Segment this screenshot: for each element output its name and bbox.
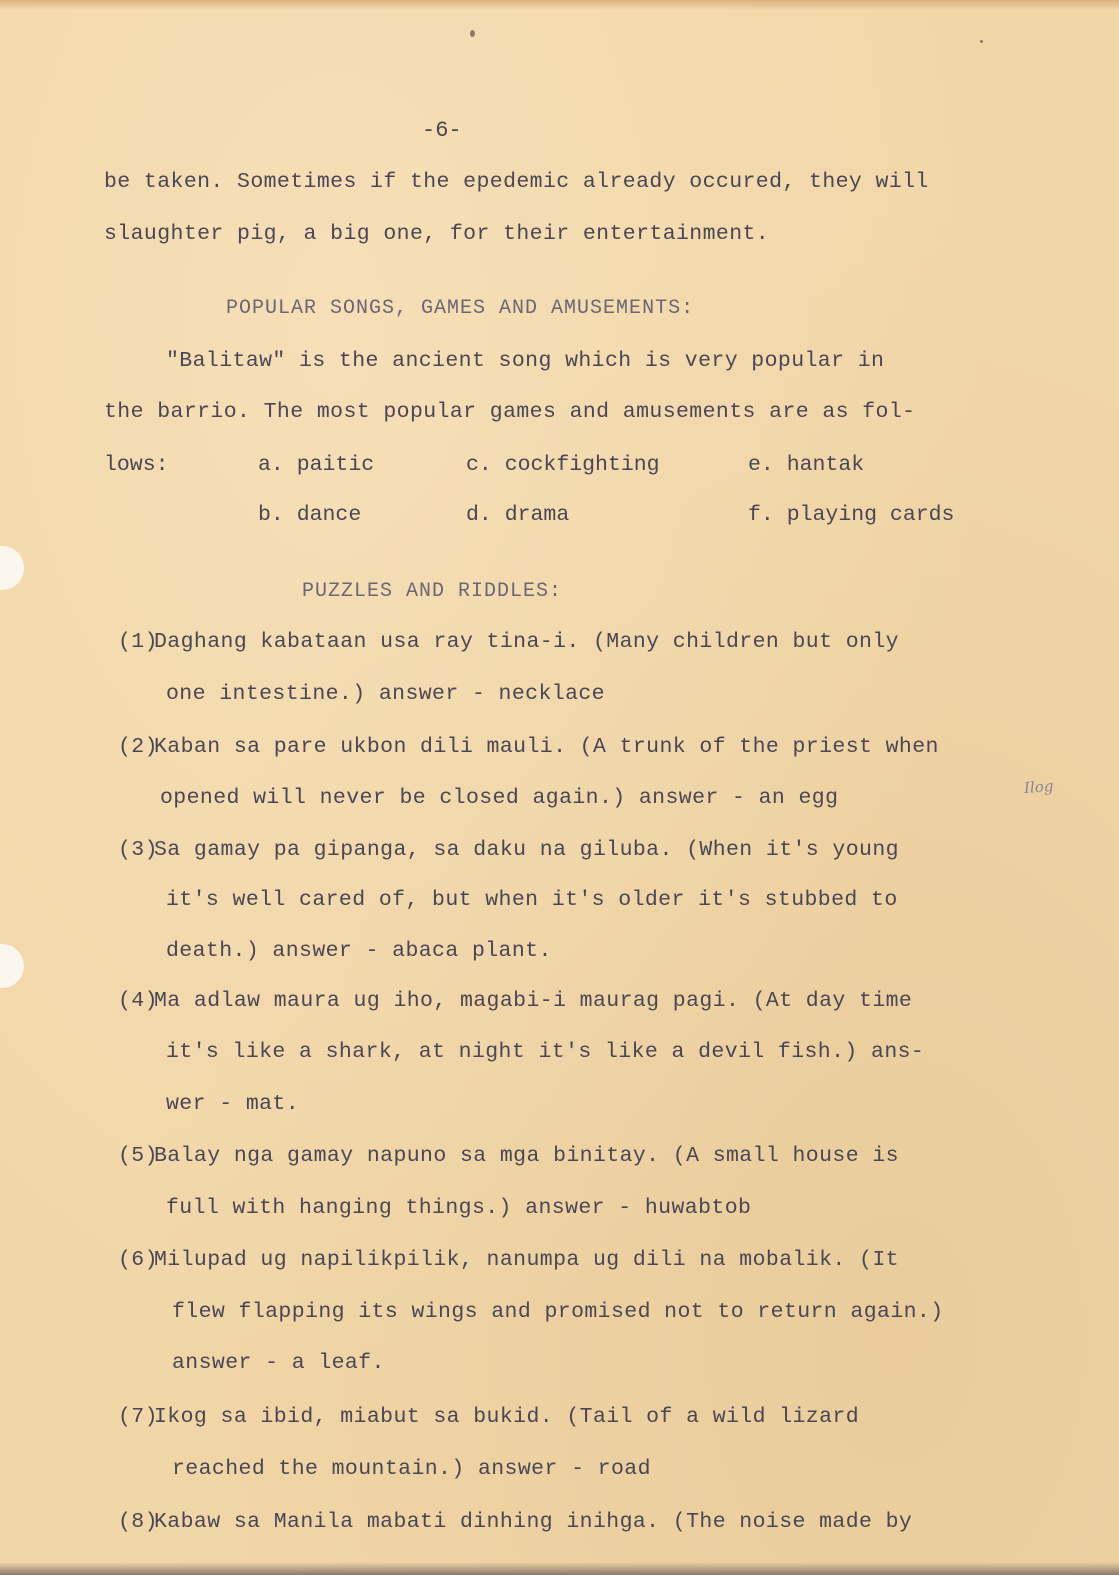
riddle-5-line-2: full with hanging things.) answer - huwabtob <box>166 1196 752 1220</box>
paper-speck <box>980 40 983 43</box>
riddle-5-line-1: (5)Balay nga gamay napuno sa mga binitay. (A small house is <box>118 1144 899 1168</box>
margin-note-handwritten: Ilog <box>1023 776 1054 798</box>
page-edge-bottom <box>0 1562 1119 1575</box>
riddle-3-line-3: death.) answer - abaca plant. <box>166 939 552 963</box>
riddle-7-line-1: (7)Ikog sa ibid, miabut sa bukid. (Tail of a wild lizard <box>118 1405 860 1429</box>
game-b: b. dance <box>258 503 362 527</box>
riddle-4-line-3: wer - mat. <box>166 1092 300 1116</box>
riddle-3-line-1: (3)Sa gamay pa gipanga, sa daku na giluba. (When it's young <box>118 838 899 862</box>
page-edge-top <box>0 0 1119 10</box>
riddle-8-line-1: (8)Kabaw sa Manila mabati dinhing inihga. (The noise made by <box>118 1510 913 1534</box>
game-d: d. drama <box>466 503 570 527</box>
riddle-2-line-1: (2)Kaban sa pare ukbon dili mauli. (A trunk of the priest when <box>118 735 939 759</box>
lows-label: lows: <box>104 453 169 477</box>
riddle-6-line-3: answer - a leaf. <box>172 1351 385 1375</box>
riddle-4-line-2: it's like a shark, at night it's like a devil fish.) ans- <box>166 1040 925 1064</box>
game-a: a. paitic <box>258 453 375 477</box>
game-c: c. cockfighting <box>466 453 660 477</box>
riddle-3-line-2: it's well cared of, but when it's older it's stubbed to <box>166 888 898 912</box>
riddle-7-line-2: reached the mountain.) answer - road <box>172 1457 651 1481</box>
songs-line-1: "Balitaw" is the ancient song which is very popular in <box>166 349 885 373</box>
riddle-4-line-1: (4)Ma adlaw maura ug iho, magabi-i maurag pagi. (At day time <box>118 989 913 1013</box>
punch-hole-top <box>0 546 24 590</box>
riddle-6-line-2: flew flapping its wings and promised not to return again.) <box>172 1300 944 1324</box>
songs-heading: POPULAR SONGS, GAMES AND AMUSEMENTS: <box>226 297 695 320</box>
game-f: f. playing cards <box>748 503 955 527</box>
intro-line-2: slaughter pig, a big one, for their entertainment. <box>104 222 770 246</box>
riddle-2-line-2: opened will never be closed again.) answer - an egg <box>160 786 839 810</box>
intro-line-1: be taken. Sometimes if the epedemic already occured, they will <box>104 170 929 194</box>
riddle-1-line-1: (1)Daghang kabataan usa ray tina-i. (Many children but only <box>118 630 899 654</box>
page-number: -6- <box>422 118 462 143</box>
riddle-6-line-1: (6)Milupad ug napilikpilik, nanumpa ug dili na mobalik. (It <box>118 1248 899 1272</box>
songs-line-2: the barrio. The most popular games and amusements are as fol- <box>104 400 916 424</box>
paper-speck <box>470 30 475 37</box>
game-e: e. hantak <box>748 453 865 477</box>
punch-hole-bottom <box>0 944 24 988</box>
riddles-heading: PUZZLES AND RIDDLES: <box>302 580 563 603</box>
riddle-1-line-2: one intestine.) answer - necklace <box>166 682 605 706</box>
